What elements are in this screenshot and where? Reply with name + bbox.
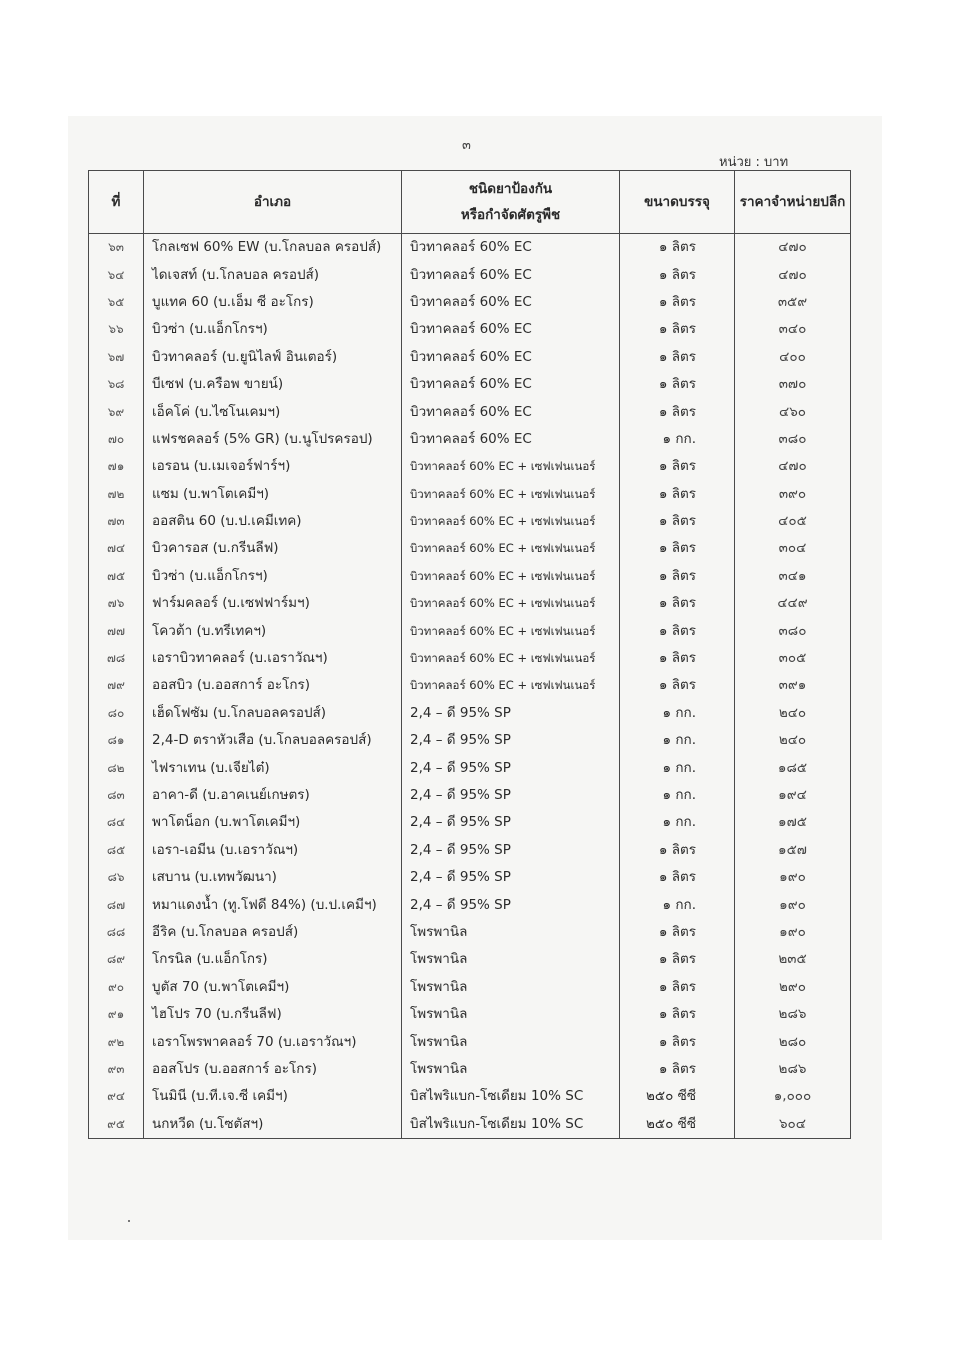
table-row	[89, 617, 851, 644]
chemical-type: บิสไพริแบก-โซเดียม 10% SC	[402, 1083, 620, 1110]
unit-label: หน่วย : บาท	[719, 155, 789, 170]
header-no: ที่	[89, 171, 144, 234]
row-number: ๙๒	[89, 1028, 144, 1055]
table-row	[89, 563, 851, 590]
retail-price: ๑๙๔	[735, 782, 851, 809]
chemical-type: บิวทาคลอร์ 60% EC + เซฟเฟนเนอร์	[402, 481, 620, 508]
table-row	[89, 289, 851, 316]
chemical-type: โพรพานิล	[402, 1056, 620, 1083]
table-row	[89, 864, 851, 891]
chemical-type: 2,4 – ดี 95% SP	[402, 891, 620, 918]
chemical-type: โพรพานิล	[402, 1028, 620, 1055]
retail-price: ๓๐๔	[735, 535, 851, 562]
chemical-type: 2,4 – ดี 95% SP	[402, 754, 620, 781]
product-name: เอรอน (บ.เมเจอร์ฟาร์ฯ)	[144, 453, 402, 480]
product-name: เอราบิวทาคลอร์ (บ.เอราวัณฯ)	[144, 645, 402, 672]
product-name: บิวทาคลอร์ (บ.ยูนิไลฟ์ อินเตอร์)	[144, 344, 402, 371]
retail-price: ๑๙๐	[735, 864, 851, 891]
chemical-type: บิวทาคลอร์ 60% EC + เซฟเฟนเนอร์	[402, 563, 620, 590]
package-size: ๑ ลิตร	[620, 344, 735, 371]
retail-price: ๔๔๙	[735, 590, 851, 617]
retail-price: ๒๓๕	[735, 946, 851, 973]
row-number: ๗๓	[89, 508, 144, 535]
package-size: ๑ กก.	[620, 700, 735, 727]
product-name: พาโตน็อก (บ.พาโตเคมีฯ)	[144, 809, 402, 836]
retail-price: ๓๘๐	[735, 426, 851, 453]
product-name: แซม (บ.พาโตเคมีฯ)	[144, 481, 402, 508]
package-size: ๑ กก.	[620, 891, 735, 918]
row-number: ๘๒	[89, 754, 144, 781]
table-row	[89, 481, 851, 508]
header-name: อำเภอ	[144, 171, 402, 234]
retail-price: ๒๘๖	[735, 1001, 851, 1028]
retail-price: ๑๗๕	[735, 809, 851, 836]
retail-price: ๔๐๐	[735, 344, 851, 371]
table-row	[89, 508, 851, 535]
retail-price: ๔๗๐	[735, 261, 851, 288]
package-size: ๑ ลิตร	[620, 1001, 735, 1028]
table-row	[89, 809, 851, 836]
chemical-type: 2,4 – ดี 95% SP	[402, 700, 620, 727]
package-size: ๑ ลิตร	[620, 289, 735, 316]
product-name: โนมินี (บ.ที.เจ.ซี เคมีฯ)	[144, 1083, 402, 1110]
package-size: ๑ ลิตร	[620, 1056, 735, 1083]
package-size: ๑ ลิตร	[620, 535, 735, 562]
retail-price: ๓๘๐	[735, 617, 851, 644]
package-size: ๑ ลิตร	[620, 481, 735, 508]
table-row	[89, 754, 851, 781]
table-row	[89, 1001, 851, 1028]
chemical-type: บิวทาคลอร์ 60% EC	[402, 261, 620, 288]
table-row	[89, 974, 851, 1001]
retail-price: ๓๔๐	[735, 316, 851, 343]
row-number: ๙๕	[89, 1111, 144, 1139]
package-size: ๑ กก.	[620, 754, 735, 781]
chemical-type: 2,4 – ดี 95% SP	[402, 864, 620, 891]
table-row	[89, 700, 851, 727]
table-row	[89, 234, 851, 262]
product-name: ไฮโปร 70 (บ.กรีนลีฟ)	[144, 1001, 402, 1028]
retail-price: ๑๘๕	[735, 754, 851, 781]
chemical-type: บิวทาคลอร์ 60% EC + เซฟเฟนเนอร์	[402, 672, 620, 699]
product-name: อาคา-ดี (บ.อาคเนย์เกษตร)	[144, 782, 402, 809]
retail-price: ๑๙๐	[735, 919, 851, 946]
package-size: ๑ ลิตร	[620, 919, 735, 946]
chemical-type: โพรพานิล	[402, 946, 620, 973]
chemical-type: บิวทาคลอร์ 60% EC	[402, 398, 620, 425]
header-size: ขนาดบรรจุ	[620, 171, 735, 234]
table-row	[89, 453, 851, 480]
product-name: 2,4-D ตราหัวเสือ (บ.โกลบอลครอปส์)	[144, 727, 402, 754]
row-number: ๖๕	[89, 289, 144, 316]
retail-price: ๒๘๖	[735, 1056, 851, 1083]
table-row	[89, 1056, 851, 1083]
row-number: ๖๔	[89, 261, 144, 288]
table-row	[89, 261, 851, 288]
table-row	[89, 946, 851, 973]
package-size: ๑ ลิตร	[620, 837, 735, 864]
chemical-type: บิวทาคลอร์ 60% EC + เซฟเฟนเนอร์	[402, 453, 620, 480]
row-number: ๘๐	[89, 700, 144, 727]
row-number: ๙๓	[89, 1056, 144, 1083]
retail-price: ๔๗๐	[735, 234, 851, 262]
retail-price: ๔๖๐	[735, 398, 851, 425]
row-number: ๗๒	[89, 481, 144, 508]
chemical-type: บิวทาคลอร์ 60% EC	[402, 234, 620, 262]
retail-price: ๔๗๐	[735, 453, 851, 480]
retail-price: ๓๕๙	[735, 289, 851, 316]
package-size: ๑ ลิตร	[620, 1028, 735, 1055]
table-row	[89, 891, 851, 918]
package-size: ๑ ลิตร	[620, 371, 735, 398]
package-size: ๑ กก.	[620, 809, 735, 836]
product-name: อีริค (บ.โกลบอล ครอปส์)	[144, 919, 402, 946]
page-number: ๓	[462, 138, 471, 153]
product-name: แฟรชคลอร์ (5% GR) (บ.นูโปรครอป)	[144, 426, 402, 453]
table-row	[89, 1111, 851, 1139]
row-number: ๗๗	[89, 617, 144, 644]
product-name: โกลเซฟ 60% EW (บ.โกลบอล ครอปส์)	[144, 234, 402, 262]
retail-price: ๑๙๐	[735, 891, 851, 918]
table-row	[89, 919, 851, 946]
table-row	[89, 316, 851, 343]
product-name: เอ็คโค่ (บ.ไซโนเคมฯ)	[144, 398, 402, 425]
chemical-type: บิวทาคลอร์ 60% EC + เซฟเฟนเนอร์	[402, 617, 620, 644]
product-name: เสบาน (บ.เทพวัฒนา)	[144, 864, 402, 891]
retail-price: ๓๙๑	[735, 672, 851, 699]
package-size: ๒๕๐ ซีซี	[620, 1083, 735, 1110]
row-number: ๗๙	[89, 672, 144, 699]
retail-price: ๒๔๐	[735, 700, 851, 727]
package-size: ๑ ลิตร	[620, 864, 735, 891]
product-name: ไฟราเทน (บ.เจียไต๋)	[144, 754, 402, 781]
table-row	[89, 782, 851, 809]
package-size: ๑ กก.	[620, 782, 735, 809]
chemical-type: บิวทาคลอร์ 60% EC	[402, 289, 620, 316]
chemical-type: โพรพานิล	[402, 974, 620, 1001]
row-number: ๗๘	[89, 645, 144, 672]
table-row	[89, 344, 851, 371]
table-row	[89, 645, 851, 672]
table-row	[89, 535, 851, 562]
package-size: ๑ กก.	[620, 727, 735, 754]
row-number: ๘๘	[89, 919, 144, 946]
row-number: ๖๙	[89, 398, 144, 425]
product-name: เอรา-เอมีน (บ.เอราวัณฯ)	[144, 837, 402, 864]
retail-price: ๒๘๐	[735, 1028, 851, 1055]
scan-speck	[128, 1220, 130, 1222]
row-number: ๖๗	[89, 344, 144, 371]
package-size: ๒๕๐ ซีซี	[620, 1111, 735, 1139]
table-row	[89, 1083, 851, 1110]
product-name: บิวซ่า (บ.แอ็กโกรฯ)	[144, 563, 402, 590]
product-name: ไดเจสท์ (บ.โกลบอล ครอปส์)	[144, 261, 402, 288]
retail-price: ๒๙๐	[735, 974, 851, 1001]
row-number: ๘๙	[89, 946, 144, 973]
price-table	[88, 170, 851, 1139]
package-size: ๑ ลิตร	[620, 563, 735, 590]
product-name: ออสโปร (บ.ออสการ์ อะโกร)	[144, 1056, 402, 1083]
package-size: ๑ ลิตร	[620, 946, 735, 973]
table-row	[89, 672, 851, 699]
row-number: ๙๔	[89, 1083, 144, 1110]
retail-price: ๑,๐๐๐	[735, 1083, 851, 1110]
product-name: หมาแดงน้ำ (ทู.โฟดี 84%) (บ.ป.เคมีฯ)	[144, 891, 402, 918]
table-row	[89, 426, 851, 453]
package-size: ๑ ลิตร	[620, 261, 735, 288]
chemical-type: บิวทาคลอร์ 60% EC	[402, 371, 620, 398]
chemical-type: บิวทาคลอร์ 60% EC + เซฟเฟนเนอร์	[402, 508, 620, 535]
table-row	[89, 1028, 851, 1055]
package-size: ๑ ลิตร	[620, 234, 735, 262]
chemical-type: บิวทาคลอร์ 60% EC	[402, 426, 620, 453]
chemical-type: บิวทาคลอร์ 60% EC + เซฟเฟนเนอร์	[402, 645, 620, 672]
table-row	[89, 727, 851, 754]
package-size: ๑ ลิตร	[620, 398, 735, 425]
table-row	[89, 837, 851, 864]
retail-price: ๓๙๐	[735, 481, 851, 508]
row-number: ๘๗	[89, 891, 144, 918]
table-header-row	[89, 171, 851, 234]
chemical-type: 2,4 – ดี 95% SP	[402, 809, 620, 836]
package-size: ๑ ลิตร	[620, 617, 735, 644]
product-name: ออสติน 60 (บ.ป.เคมีเทค)	[144, 508, 402, 535]
package-size: ๑ ลิตร	[620, 453, 735, 480]
chemical-type: 2,4 – ดี 95% SP	[402, 837, 620, 864]
row-number: ๖๖	[89, 316, 144, 343]
product-name: เฮ็ดโฟซัม (บ.โกลบอลครอปส์)	[144, 700, 402, 727]
chemical-type: บิสไพริแบก-โซเดียม 10% SC	[402, 1111, 620, 1139]
table-row	[89, 371, 851, 398]
chemical-type: บิวทาคลอร์ 60% EC	[402, 344, 620, 371]
chemical-type: โพรพานิล	[402, 919, 620, 946]
package-size: ๑ ลิตร	[620, 508, 735, 535]
row-number: ๗๑	[89, 453, 144, 480]
package-size: ๑ ลิตร	[620, 316, 735, 343]
product-name: บิวคารอส (บ.กรีนลีฟ)	[144, 535, 402, 562]
retail-price: ๑๕๗	[735, 837, 851, 864]
product-name: โกรนิล (บ.แอ็กโกร)	[144, 946, 402, 973]
header-chem	[402, 171, 620, 234]
retail-price: ๒๔๐	[735, 727, 851, 754]
retail-price: ๓๔๑	[735, 563, 851, 590]
product-name: บูตัส 70 (บ.พาโตเคมีฯ)	[144, 974, 402, 1001]
package-size: ๑ ลิตร	[620, 974, 735, 1001]
row-number: ๙๑	[89, 1001, 144, 1028]
row-number: ๖๓	[89, 234, 144, 262]
chemical-type: 2,4 – ดี 95% SP	[402, 727, 620, 754]
row-number: ๘๖	[89, 864, 144, 891]
row-number: ๗๐	[89, 426, 144, 453]
product-name: บูแทค 60 (บ.เอ็ม ซี อะโกร)	[144, 289, 402, 316]
row-number: ๗๖	[89, 590, 144, 617]
row-number: ๙๐	[89, 974, 144, 1001]
table-row	[89, 398, 851, 425]
package-size: ๑ ลิตร	[620, 590, 735, 617]
row-number: ๗๕	[89, 563, 144, 590]
chemical-type: บิวทาคลอร์ 60% EC	[402, 316, 620, 343]
row-number: ๖๘	[89, 371, 144, 398]
retail-price: ๓๐๕	[735, 645, 851, 672]
product-name: เอราโพรพาคลอร์ 70 (บ.เอราวัณฯ)	[144, 1028, 402, 1055]
row-number: ๘๔	[89, 809, 144, 836]
header-chem-line2: หรือกำจัดศัตรูพืช	[460, 207, 561, 223]
chemical-type: บิวทาคลอร์ 60% EC + เซฟเฟนเนอร์	[402, 590, 620, 617]
row-number: ๘๑	[89, 727, 144, 754]
row-number: ๘๓	[89, 782, 144, 809]
product-name: โควต้า (บ.ทรีเทคฯ)	[144, 617, 402, 644]
chemical-type: 2,4 – ดี 95% SP	[402, 782, 620, 809]
package-size: ๑ ลิตร	[620, 645, 735, 672]
product-name: นกหวีด (บ.โซตัสฯ)	[144, 1111, 402, 1139]
product-name: ออสบิว (บ.ออสการ์ อะโกร)	[144, 672, 402, 699]
header-chem-line1: ชนิดยาป้องกัน	[468, 181, 553, 197]
retail-price: ๖๐๔	[735, 1111, 851, 1139]
retail-price: ๔๐๕	[735, 508, 851, 535]
retail-price: ๓๗๐	[735, 371, 851, 398]
header-price: ราคาจำหน่ายปลีก	[735, 171, 851, 234]
package-size: ๑ กก.	[620, 426, 735, 453]
product-name: บีเซฟ (บ.ครือพ ขายน์)	[144, 371, 402, 398]
row-number: ๘๕	[89, 837, 144, 864]
product-name: บิวซ่า (บ.แอ็กโกรฯ)	[144, 316, 402, 343]
chemical-type: โพรพานิล	[402, 1001, 620, 1028]
row-number: ๗๔	[89, 535, 144, 562]
package-size: ๑ ลิตร	[620, 672, 735, 699]
table-row	[89, 590, 851, 617]
product-name: ฟาร์มคลอร์ (บ.เซฟฟาร์มฯ)	[144, 590, 402, 617]
chemical-type: บิวทาคลอร์ 60% EC + เซฟเฟนเนอร์	[402, 535, 620, 562]
